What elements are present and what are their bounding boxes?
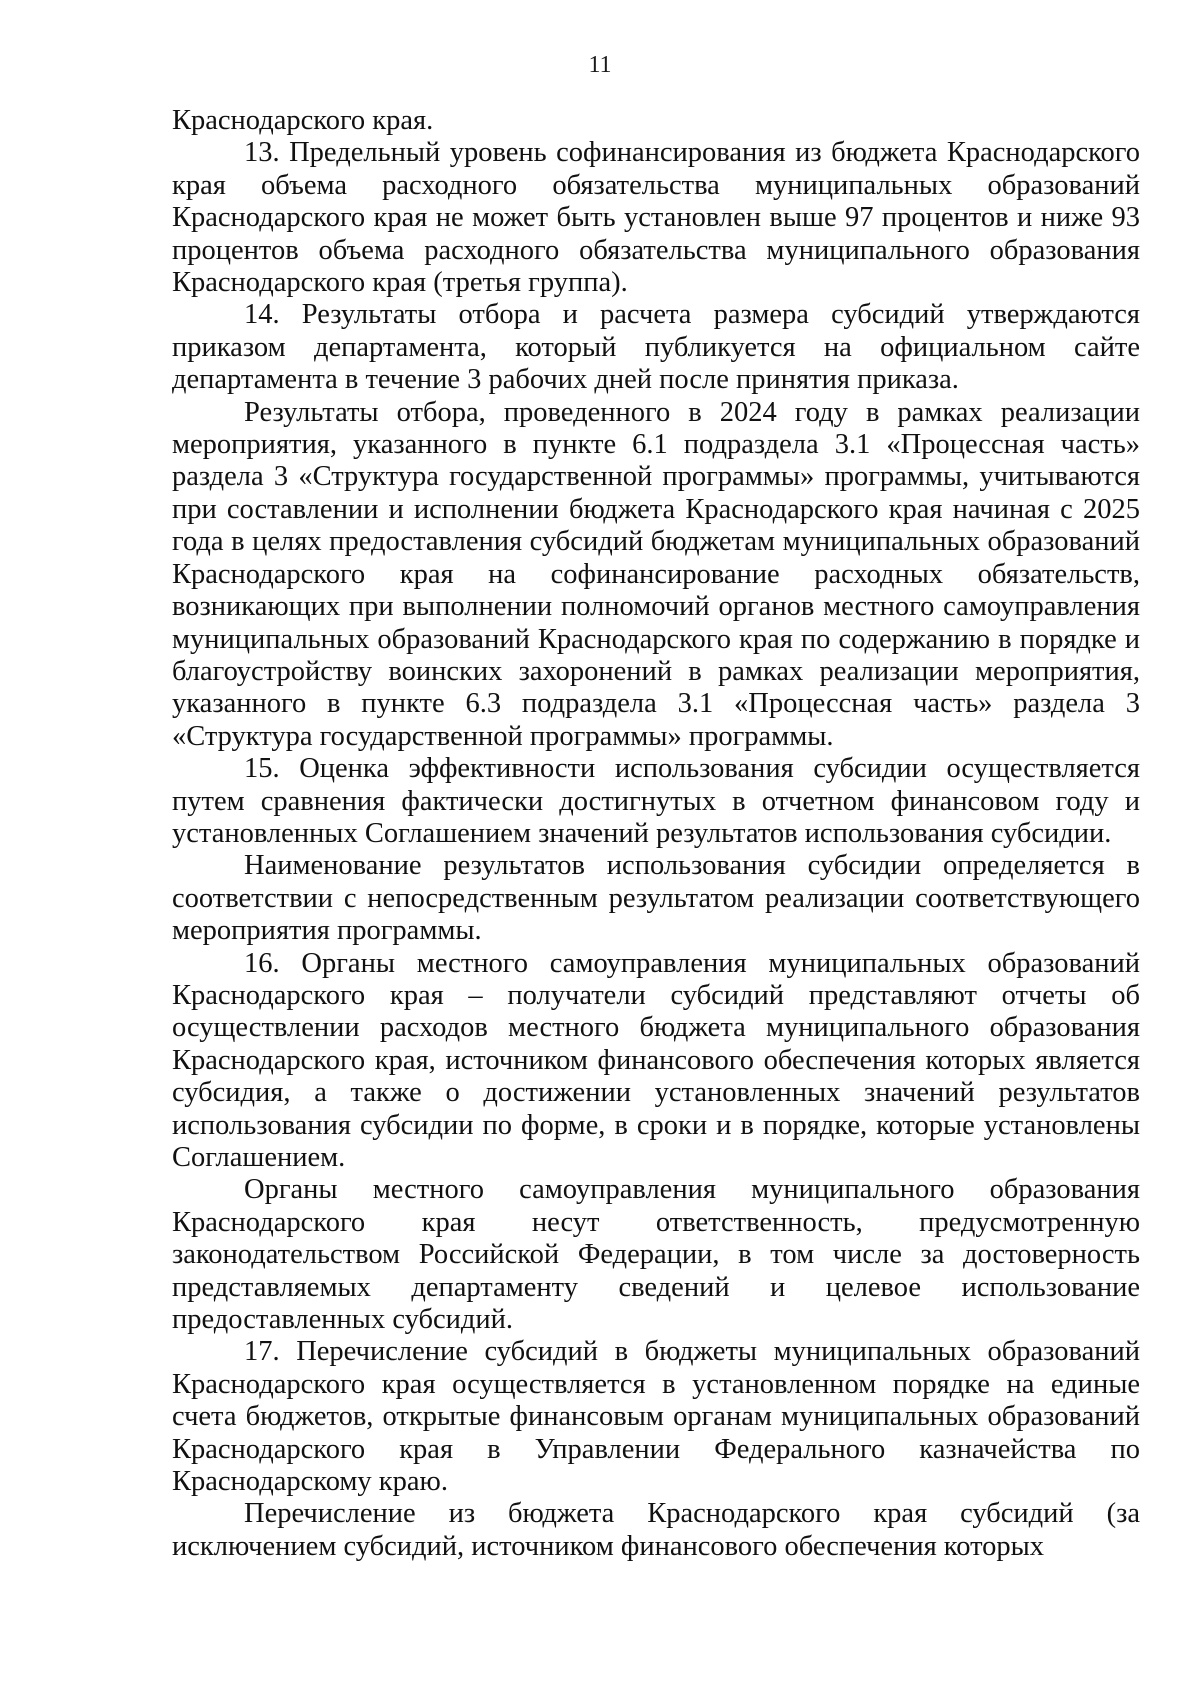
paragraph-17: 17. Перечисление субсидий в бюджеты муниципальных образований Краснодарского края осуществляется в установленном порядке на единые счета бюджетов, открытые финансовым органам муниципальных образований Краснодарского края в Управлении Федерального казначейства по Краснодарскому краю. xyxy=(172,1336,1140,1498)
paragraph-continuation: Краснодарского края. xyxy=(172,105,434,136)
paragraph-16-responsibility: Органы местного самоуправления муниципального образования Краснодарского края несут ответственность, предусмотренную законодательством Российской Федерации, в том числе за достоверность представляемых департаменту сведений и целевое использование предоставленных субсидий. xyxy=(172,1174,1140,1336)
paragraph-16: 16. Органы местного самоуправления муниципальных образований Краснодарского края – получатели субсидий представляют отчеты об осуществлении расходов местного бюджета муниципального образования Краснодарского края, источником финансового обеспечения которых является субсидия, а также о достижении установленных значений результатов использования субсидии по форме, в сроки и в порядке, которые установлены Соглашением. xyxy=(172,947,1140,1173)
paragraph-15: 15. Оценка эффективности использования субсидии осуществляется путем сравнения фактически достигнутых в отчетном финансовом году и установленных Соглашением значений результатов использования субсидии. xyxy=(172,753,1140,849)
paragraph-14: 14. Результаты отбора и расчета размера субсидий утверждаются приказом департамента, который публикуется на официальном сайте департамента в течение 3 рабочих дней после принятия приказа. xyxy=(172,299,1140,396)
paragraph-15-names: Наименование результатов использования субсидии определяется в соответствии с непосредственным результатом реализации соответствующего мероприятия программы. xyxy=(172,850,1140,947)
paragraph-14-results: Результаты отбора, проведенного в 2024 году в рамках реализации мероприятия, указанного в пункте 6.1 подраздела 3.1 «Процессная часть» раздела 3 «Структура государственной программы» программы, учитываются при составлении и исполнении бюджета Краснодарского края начиная с 2025 года в целях предоставления субсидий бюджетам муниципальных образований Краснодарского края на софинансирование расходных обязательств, возникающих при выполнении полномочий органов местного самоуправления муниципальных образований Краснодарского края по содержанию в порядке и благоустройству воинских захоронений в рамках реализации мероприятия, указанного в пункте 6.3 подраздела 3.1 «Процессная часть» раздела 3 «Структура государственной программы» программы. xyxy=(172,396,1140,752)
page-number: 11 xyxy=(588,52,612,78)
paragraph-13: 13. Предельный уровень софинансирования из бюджета Краснодарского края объема расходного обязательства муниципальных образований Краснодарского края не может быть установлен выше 97 процентов и ниже 93 процентов объема расходного обязательства муниципального образования Краснодарского края (третья группа). xyxy=(172,137,1140,299)
paragraph-17-transfer: Перечисление из бюджета Краснодарского края субсидий (за исключением субсидий, источником финансового обеспечения которых xyxy=(172,1498,1140,1562)
document-body xyxy=(172,105,1140,1563)
